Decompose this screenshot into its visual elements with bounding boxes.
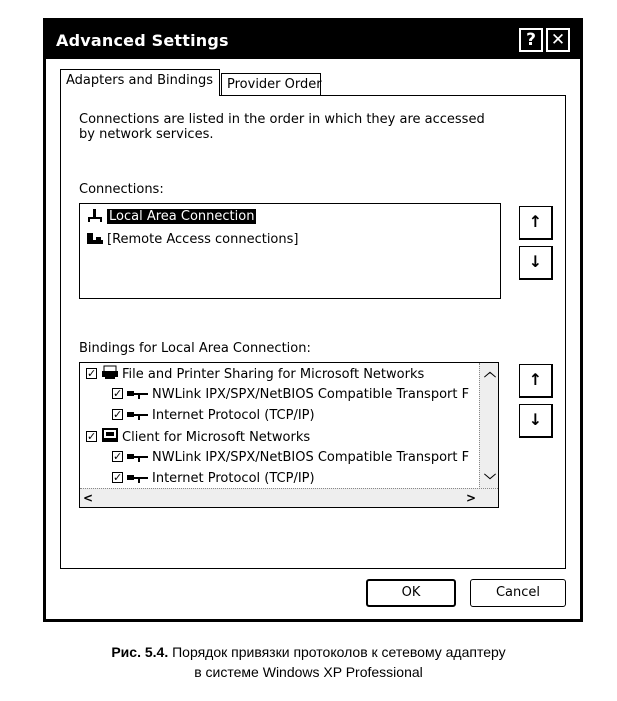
client-icon xyxy=(101,428,119,443)
help-icon: ? xyxy=(526,30,536,50)
binding-label: Internet Protocol (TCP/IP) xyxy=(152,471,315,486)
figure-caption-line-2: в системе Windows XP Professional xyxy=(194,664,423,680)
binding-label: NWLink IPX/SPX/NetBIOS Compatible Transport F xyxy=(152,387,470,402)
connection-label: Local Area Connection xyxy=(109,209,255,224)
tab-provider-order[interactable]: Provider Order xyxy=(221,73,321,97)
close-button[interactable] xyxy=(546,28,570,52)
bindings-label: Bindings for Local Area Connection: xyxy=(79,341,311,356)
binding-move-down-button[interactable] xyxy=(519,404,553,438)
connection-move-up-button[interactable] xyxy=(519,206,553,240)
arrow-up-icon: ↑ xyxy=(528,212,543,231)
arrow-down-icon: ↓ xyxy=(528,252,543,271)
caption-prefix: Рис. 5.4. xyxy=(111,644,169,660)
window-title: Advanced Settings xyxy=(56,31,229,50)
network-adapter-icon xyxy=(86,208,104,222)
title-bar[interactable] xyxy=(46,21,580,59)
caption-line-1: Порядок привязки протоколов к сетевому адаптеру xyxy=(172,644,506,660)
binding-label: Client for Microsoft Networks xyxy=(122,430,311,445)
connections-description: Connections are listed in the order in which they are accessed by network services. xyxy=(79,112,485,142)
connections-list[interactable] xyxy=(79,203,501,299)
tree-item[interactable] xyxy=(112,407,315,425)
connections-label: Connections: xyxy=(79,182,164,197)
cancel-button[interactable]: Cancel xyxy=(470,579,566,607)
checkbox-checked[interactable] xyxy=(86,431,97,442)
binding-label: Internet Protocol (TCP/IP) xyxy=(152,408,315,423)
arrow-up-icon: ↑ xyxy=(528,370,543,389)
tab-adapters-and-bindings[interactable]: Adapters and Bindings xyxy=(60,69,220,96)
connection-move-down-button[interactable] xyxy=(519,246,553,280)
tree-item[interactable] xyxy=(112,449,469,467)
list-item[interactable] xyxy=(86,231,298,249)
tree-item[interactable] xyxy=(86,365,424,384)
checkbox-checked[interactable] xyxy=(112,472,123,483)
scroll-left-icon[interactable]: < xyxy=(83,491,94,505)
protocol-icon xyxy=(127,451,149,463)
checkbox-checked[interactable] xyxy=(112,451,123,462)
dialup-icon xyxy=(86,231,104,245)
checkbox-checked[interactable] xyxy=(86,368,97,379)
binding-label: NWLink IPX/SPX/NetBIOS Compatible Transport F xyxy=(152,450,470,465)
vertical-scrollbar[interactable] xyxy=(479,363,498,489)
figure-caption xyxy=(0,642,617,662)
scroll-down-icon[interactable]: ﹀ xyxy=(484,473,497,487)
file-printer-sharing-icon xyxy=(101,365,119,380)
binding-label: File and Printer Sharing for Microsoft Networks xyxy=(122,367,425,382)
tab-panel xyxy=(60,95,566,569)
tree-item[interactable] xyxy=(86,428,310,447)
advanced-settings-dialog xyxy=(43,18,583,622)
binding-move-up-button[interactable] xyxy=(519,364,553,398)
close-icon: ✕ xyxy=(550,30,566,50)
list-item[interactable] xyxy=(86,208,256,226)
checkbox-checked[interactable] xyxy=(112,409,123,420)
connection-label: [Remote Access connections] xyxy=(107,232,299,247)
help-button[interactable] xyxy=(519,28,543,52)
checkbox-checked[interactable] xyxy=(112,388,123,399)
protocol-icon xyxy=(127,409,149,421)
scroll-up-icon[interactable]: ︿ xyxy=(484,365,497,379)
tree-item[interactable] xyxy=(112,470,315,488)
horizontal-scrollbar[interactable] xyxy=(80,488,498,507)
tree-item[interactable] xyxy=(112,386,469,404)
protocol-icon xyxy=(127,472,149,484)
scroll-right-icon[interactable]: > xyxy=(465,491,476,505)
protocol-icon xyxy=(127,388,149,400)
arrow-down-icon: ↓ xyxy=(528,410,543,429)
bindings-tree[interactable] xyxy=(79,362,499,508)
ok-button[interactable]: OK xyxy=(366,579,456,607)
